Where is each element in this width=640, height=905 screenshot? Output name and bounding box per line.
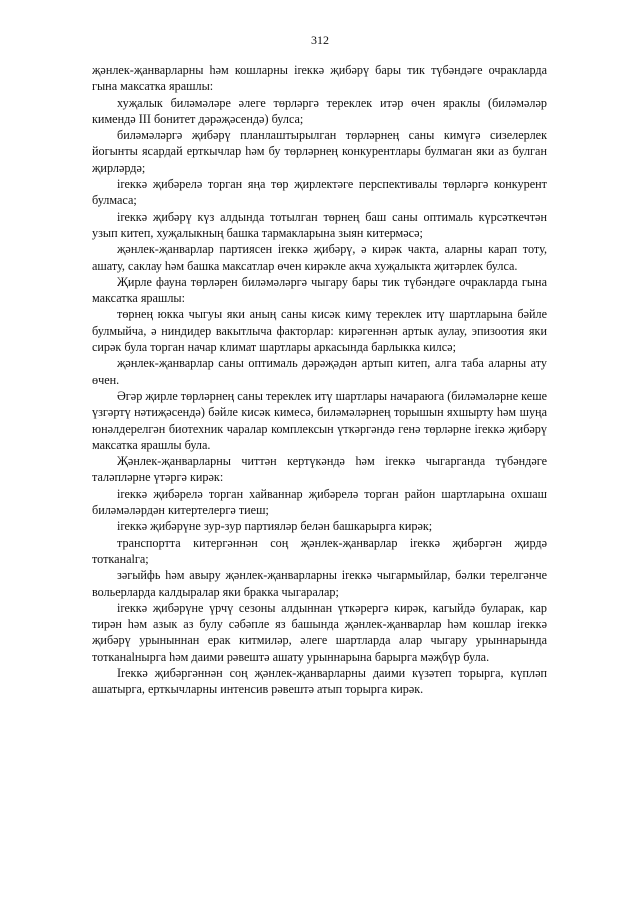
paragraph: ireккә җибәрелә торган яңа төр җирлектәге перспективалы төрләргә конкурент булмаса; [92,177,547,208]
paragraph: хуҗалык биләмәләре әлеге төрләргә тереклек итәр өчен яраклы (биләмәләр кимендә III бонитет дәрәҗәсендә) булса; [92,95,547,126]
paragraph: төрнең юкка чыгуы яки аның саны кисәк кимү тереклек итү шартларына бәйле булмыйча, ә ниндидер вакытлыча факторлар: кирәгеннән артык аулау, эпизоотия яки сирәк була торган начар климат шартлары аркасында барлыкка килсә; [92,307,547,355]
paragraph: Ireккә җибәргәннән соң җәнлек-җанварларны даими күзәтеп торырга, күпләп ашатырга, ерткычларны интенсив рәвештә атып торырга кирәк. [92,665,547,697]
paragraph: ireккә җибәрүне үрчү сезоны алдыннан үткәрергә кирәк, кагыйдә буларак, кар тирән һәм азык аз булу сәбәпле яз башында җәнлек-җанварлар һәм кошлар ireккә җибәрү урыныннан ерак китмиләр, әлеге шартларда алар чыгару урыннарында тотканаlнырга һәм даими рәвештә ашату урыннарына барырга мәҗбүр була. [92,600,547,664]
paragraph: Әгәр җирле төрләрнең саны тереклек итү шартлары начараюга (биләмәләрне кеше үзгәртү нәтиҗәсендә) бәйле кисәк кимесә, биләмәләрнең торышын яхшырту һәм шуңа юнәлдерелгән биотехник чаралар комплексын үткәргәндә генә төрләрне ireккә җибәрү максатка ярашлы була. [92,388,547,452]
paragraph: Җәнлек-җанварларны читтән кертүкәндә һәм ireккә чыгарганда түбәндәге таләпләрне үтәргә кирәк: [92,454,547,485]
paragraph: транспортта китергәннән соң җәнлек-җанварлар ireккә җибәргән җирдә тотканаlга; [92,535,547,566]
paragraph: җәнлек-җанварларны һәм кошларны ireккә җибәрү бары тик түбәндәге очракларда гына максатка ярашлы: [92,63,547,94]
page-number: 312 [311,33,329,47]
paragraph: зәгыйфь һәм авыру җәнлек-җанварларны ireккә чыгармыйлар, бәлки терелгәнче вольерларда калдыралар яки бракка чыгаралар; [92,568,547,599]
body-text [92,62,547,698]
paragraph: ireккә җибәрелә торган хайваннар җибәрелә торган район шартларына охшаш биләмәләрдән китертелергә тиеш; [92,486,547,518]
paragraph: Җирле фауна төрләрен биләмәләргә чыгару бары тик түбәндәге очракларда гына максатка ярашлы: [92,274,547,306]
paragraph: җәнлек-җанварлар партиясен ireккә җибәрү, ә кирәк чакта, аларны карап тоту, ашату, саклау һәм башка максатлар өчен кирәкле акча хуҗалыкта җитәрлек булса. [92,242,547,273]
paragraph: ireккә җибәрүне зур-зур партияләр белән башкарырга кирәк; [117,519,433,534]
paragraph: ireккә җибәрү күз алдында тотылган төрнең баш саны оптималь күрсәткечтән узып китеп, хуҗалыкның башка тармакларына зыян китермәсә; [92,209,547,240]
paragraph: җәнлек-җанварлар саны оптималь дәрәҗәдән артып китеп, алга таба аларны ату өчен. [92,356,547,387]
paragraph: биләмәләргә җибәрү планлаштырылган төрләрнең саны кимүгә сизелерлек йогынты ясардай ерткычлар һәм бу төрләрнең конкурентлары булмаган яки аз булган җирләрдә; [92,128,547,175]
